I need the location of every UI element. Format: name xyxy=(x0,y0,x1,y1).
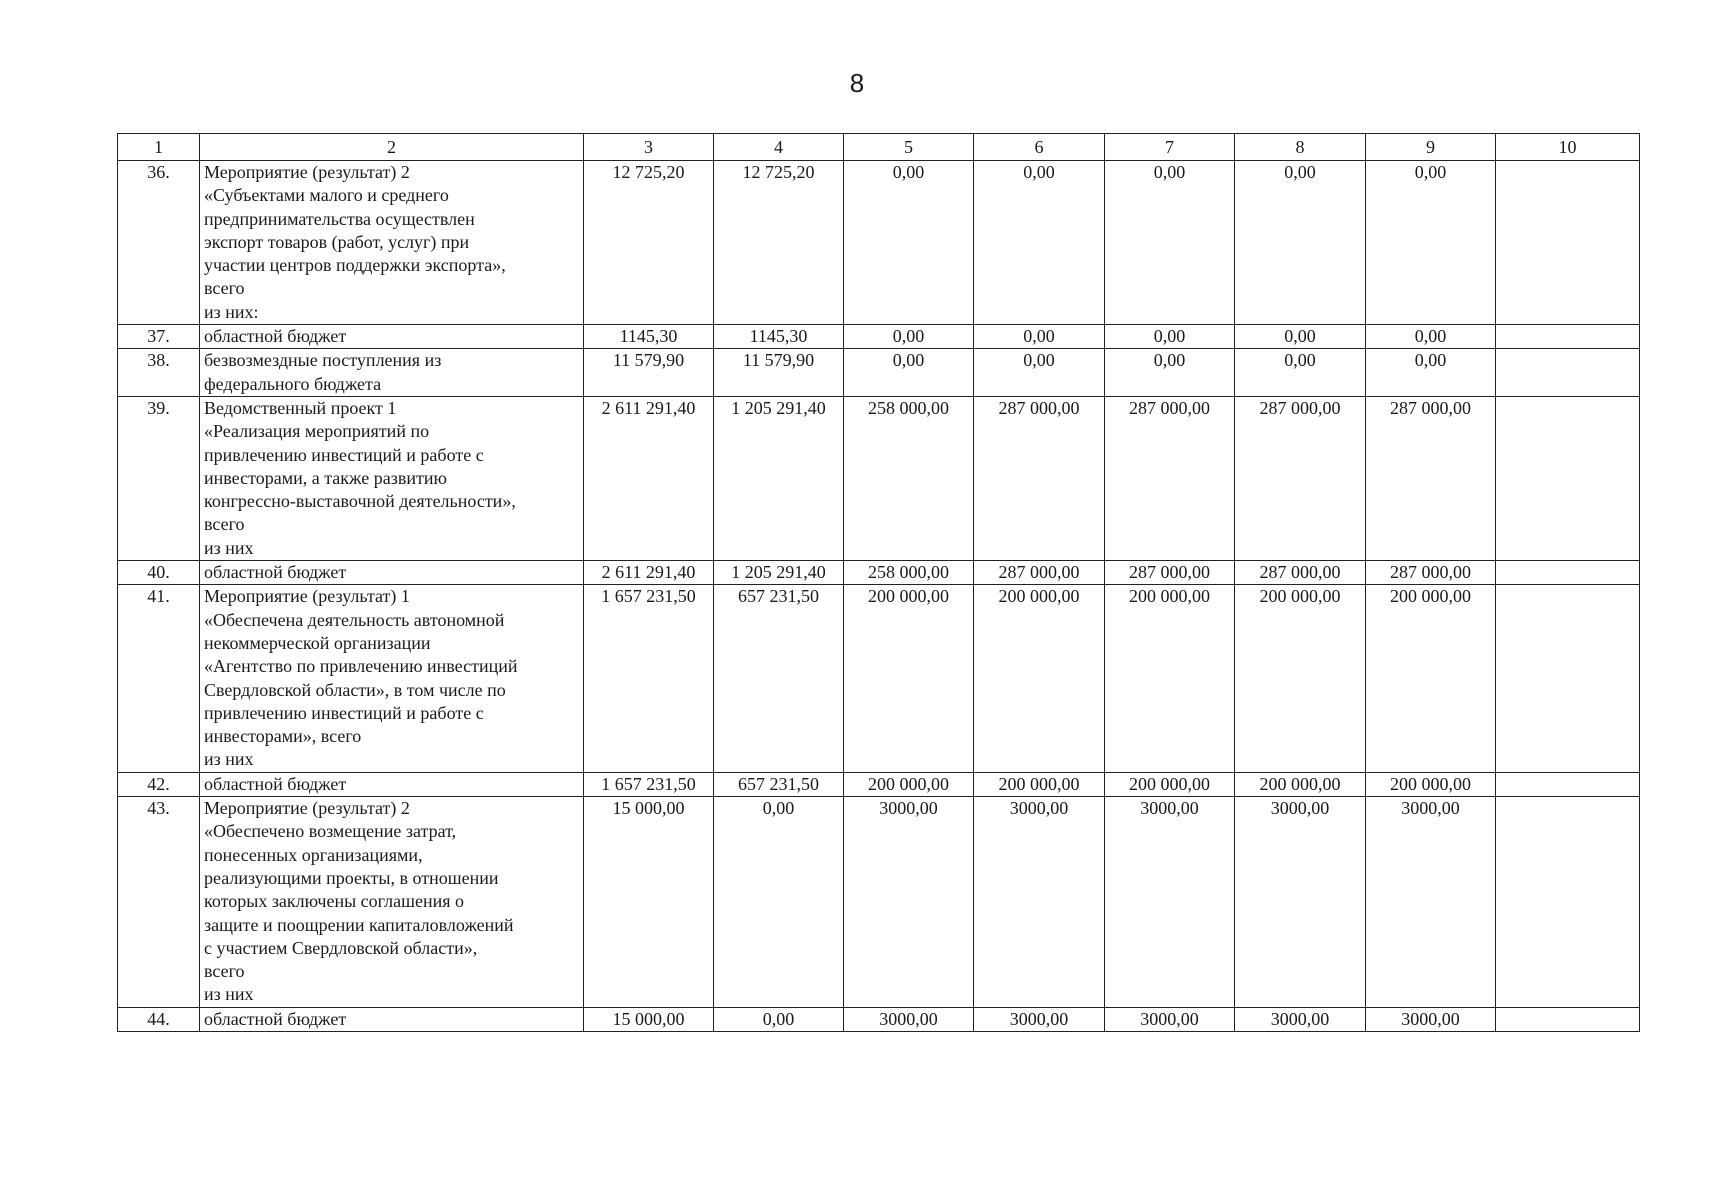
value-cell-col-4: 1 205 291,40 xyxy=(714,561,844,585)
row-description xyxy=(200,349,584,397)
value-cell-col-10 xyxy=(1496,797,1640,1008)
value-cell-col-8: 200 000,00 xyxy=(1235,585,1366,772)
description-line: всего xyxy=(204,961,245,982)
row-number: 42. xyxy=(118,772,200,796)
value-cell-col-10 xyxy=(1496,585,1640,772)
value-cell-col-3: 2 611 291,40 xyxy=(584,561,714,585)
row-description xyxy=(200,325,584,349)
description-line: «Агентство по привлечению инвестиций xyxy=(204,656,518,677)
value-cell-col-3: 1 657 231,50 xyxy=(584,772,714,796)
value-cell-col-10 xyxy=(1496,325,1640,349)
value-cell-col-3: 15 000,00 xyxy=(584,1007,714,1031)
value-cell-col-7: 287 000,00 xyxy=(1105,396,1235,560)
value-cell-col-6: 3000,00 xyxy=(974,1007,1105,1031)
value-cell-col-4: 12 725,20 xyxy=(714,161,844,325)
column-header: 6 xyxy=(974,134,1105,161)
value-cell-col-4: 11 579,90 xyxy=(714,349,844,397)
description-line: «Обеспечено возмещение затрат, xyxy=(204,821,457,842)
description-line: областной бюджет xyxy=(204,1008,347,1029)
value-cell-col-8: 0,00 xyxy=(1235,349,1366,397)
value-cell-col-8: 287 000,00 xyxy=(1235,396,1366,560)
value-cell-col-9: 0,00 xyxy=(1366,325,1496,349)
page-number: 8 xyxy=(849,68,865,98)
description-line: областной бюджет xyxy=(204,562,347,583)
value-cell-col-9: 287 000,00 xyxy=(1366,396,1496,560)
value-cell-col-5: 0,00 xyxy=(844,161,974,325)
description-line: областной бюджет xyxy=(204,773,347,794)
description-line: защите и поощрении капиталовложений xyxy=(204,914,514,935)
row-number: 38. xyxy=(118,349,200,397)
description-line: конгрессно-выставочной деятельности», xyxy=(204,491,516,512)
table-row xyxy=(118,1007,1640,1031)
value-cell-col-7: 3000,00 xyxy=(1105,1007,1235,1031)
value-cell-col-5: 200 000,00 xyxy=(844,772,974,796)
value-cell-col-9: 200 000,00 xyxy=(1366,585,1496,772)
value-cell-col-10 xyxy=(1496,349,1640,397)
description-line: Ведомственный проект 1 xyxy=(204,397,397,418)
description-line: некоммерческой организации xyxy=(204,632,431,653)
column-header: 2 xyxy=(200,134,584,161)
value-cell-col-8: 287 000,00 xyxy=(1235,561,1366,585)
value-cell-col-4: 0,00 xyxy=(714,797,844,1008)
column-header: 3 xyxy=(584,134,714,161)
value-cell-col-8: 0,00 xyxy=(1235,325,1366,349)
value-cell-col-7: 200 000,00 xyxy=(1105,772,1235,796)
row-description xyxy=(200,1007,584,1031)
row-description xyxy=(200,396,584,560)
description-line: из них xyxy=(204,984,254,1005)
value-cell-col-9: 287 000,00 xyxy=(1366,561,1496,585)
value-cell-col-5: 200 000,00 xyxy=(844,585,974,772)
header-row xyxy=(118,134,1640,161)
value-cell-col-7: 3000,00 xyxy=(1105,797,1235,1008)
value-cell-col-6: 0,00 xyxy=(974,349,1105,397)
value-cell-col-6: 200 000,00 xyxy=(974,585,1105,772)
table-row xyxy=(118,325,1640,349)
description-line: областной бюджет xyxy=(204,326,347,347)
value-cell-col-8: 200 000,00 xyxy=(1235,772,1366,796)
value-cell-col-10 xyxy=(1496,772,1640,796)
value-cell-col-10 xyxy=(1496,396,1640,560)
value-cell-col-9: 3000,00 xyxy=(1366,1007,1496,1031)
row-number: 40. xyxy=(118,561,200,585)
value-cell-col-4: 1 205 291,40 xyxy=(714,396,844,560)
value-cell-col-8: 0,00 xyxy=(1235,161,1366,325)
description-line: федерального бюджета xyxy=(204,373,382,394)
description-line: привлечению инвестиций и работе с xyxy=(204,702,484,723)
value-cell-col-9: 200 000,00 xyxy=(1366,772,1496,796)
value-cell-col-4: 657 231,50 xyxy=(714,772,844,796)
value-cell-col-10 xyxy=(1496,161,1640,325)
value-cell-col-3: 12 725,20 xyxy=(584,161,714,325)
description-line: привлечению инвестиций и работе с xyxy=(204,444,484,465)
value-cell-col-4: 0,00 xyxy=(714,1007,844,1031)
value-cell-col-6: 287 000,00 xyxy=(974,561,1105,585)
value-cell-col-3: 1 657 231,50 xyxy=(584,585,714,772)
description-line: с участием Свердловской области», xyxy=(204,937,478,958)
table-row xyxy=(118,161,1640,325)
row-number: 43. xyxy=(118,797,200,1008)
value-cell-col-5: 0,00 xyxy=(844,325,974,349)
description-line: «Субъектами малого и среднего xyxy=(204,185,449,206)
value-cell-col-5: 258 000,00 xyxy=(844,561,974,585)
row-description xyxy=(200,585,584,772)
value-cell-col-5: 258 000,00 xyxy=(844,396,974,560)
value-cell-col-5: 0,00 xyxy=(844,349,974,397)
table-body xyxy=(118,161,1640,1032)
value-cell-col-5: 3000,00 xyxy=(844,1007,974,1031)
description-line: участии центров поддержки экспорта», xyxy=(204,255,506,276)
value-cell-col-7: 0,00 xyxy=(1105,325,1235,349)
value-cell-col-6: 287 000,00 xyxy=(974,396,1105,560)
value-cell-col-5: 3000,00 xyxy=(844,797,974,1008)
row-number: 39. xyxy=(118,396,200,560)
description-line: «Обеспечена деятельность автономной xyxy=(204,609,505,630)
value-cell-col-3: 15 000,00 xyxy=(584,797,714,1008)
value-cell-col-6: 0,00 xyxy=(974,325,1105,349)
value-cell-col-3: 2 611 291,40 xyxy=(584,396,714,560)
column-header: 1 xyxy=(118,134,200,161)
budget-table xyxy=(117,133,1640,1032)
description-line: Мероприятие (результат) 2 xyxy=(204,162,410,182)
table-row xyxy=(118,396,1640,560)
value-cell-col-6: 3000,00 xyxy=(974,797,1105,1008)
table-row xyxy=(118,561,1640,585)
table-row xyxy=(118,349,1640,397)
value-cell-col-9: 0,00 xyxy=(1366,349,1496,397)
column-header: 10 xyxy=(1496,134,1640,161)
description-line: безвозмездные поступления из xyxy=(204,350,442,371)
column-header: 4 xyxy=(714,134,844,161)
value-cell-col-3: 11 579,90 xyxy=(584,349,714,397)
description-line: экспорт товаров (работ, услуг) при xyxy=(204,231,470,252)
column-header: 9 xyxy=(1366,134,1496,161)
row-description xyxy=(200,161,584,325)
row-description xyxy=(200,797,584,1008)
row-description xyxy=(200,561,584,585)
description-line: из них xyxy=(204,537,254,558)
value-cell-col-3: 1145,30 xyxy=(584,325,714,349)
value-cell-col-7: 0,00 xyxy=(1105,349,1235,397)
description-line: понесенных организациями, xyxy=(204,844,423,865)
description-line: «Реализация мероприятий по xyxy=(204,421,430,442)
value-cell-col-6: 0,00 xyxy=(974,161,1105,325)
column-header: 7 xyxy=(1105,134,1235,161)
value-cell-col-9: 3000,00 xyxy=(1366,797,1496,1008)
value-cell-col-8: 3000,00 xyxy=(1235,1007,1366,1031)
description-line: из них xyxy=(204,749,254,770)
row-number: 44. xyxy=(118,1007,200,1031)
column-header: 8 xyxy=(1235,134,1366,161)
description-line: которых заключены соглашения о xyxy=(204,891,464,912)
value-cell-col-4: 657 231,50 xyxy=(714,585,844,772)
description-line: всего xyxy=(204,514,245,535)
description-line: предпринимательства осуществлен xyxy=(204,208,475,229)
table-row xyxy=(118,797,1640,1008)
column-header: 5 xyxy=(844,134,974,161)
row-number: 36. xyxy=(118,161,200,325)
value-cell-col-7: 0,00 xyxy=(1105,161,1235,325)
description-line: Мероприятие (результат) 2 xyxy=(204,798,410,819)
row-number: 37. xyxy=(118,325,200,349)
description-line: Мероприятие (результат) 1 xyxy=(204,586,410,607)
row-number: 41. xyxy=(118,585,200,772)
description-line: всего xyxy=(204,278,245,299)
value-cell-col-7: 287 000,00 xyxy=(1105,561,1235,585)
description-line: Свердловской области», в том числе по xyxy=(204,679,506,700)
value-cell-col-10 xyxy=(1496,1007,1640,1031)
description-line: из них: xyxy=(204,301,259,322)
description-line: реализующими проекты, в отношении xyxy=(204,867,499,888)
description-line: инвесторами, а также развитию xyxy=(204,467,447,488)
value-cell-col-10 xyxy=(1496,561,1640,585)
table-row xyxy=(118,585,1640,772)
value-cell-col-7: 200 000,00 xyxy=(1105,585,1235,772)
row-description xyxy=(200,772,584,796)
value-cell-col-6: 200 000,00 xyxy=(974,772,1105,796)
description-line: инвесторами», всего xyxy=(204,726,362,747)
value-cell-col-4: 1145,30 xyxy=(714,325,844,349)
value-cell-col-9: 0,00 xyxy=(1366,161,1496,325)
value-cell-col-8: 3000,00 xyxy=(1235,797,1366,1008)
table-row xyxy=(118,772,1640,796)
